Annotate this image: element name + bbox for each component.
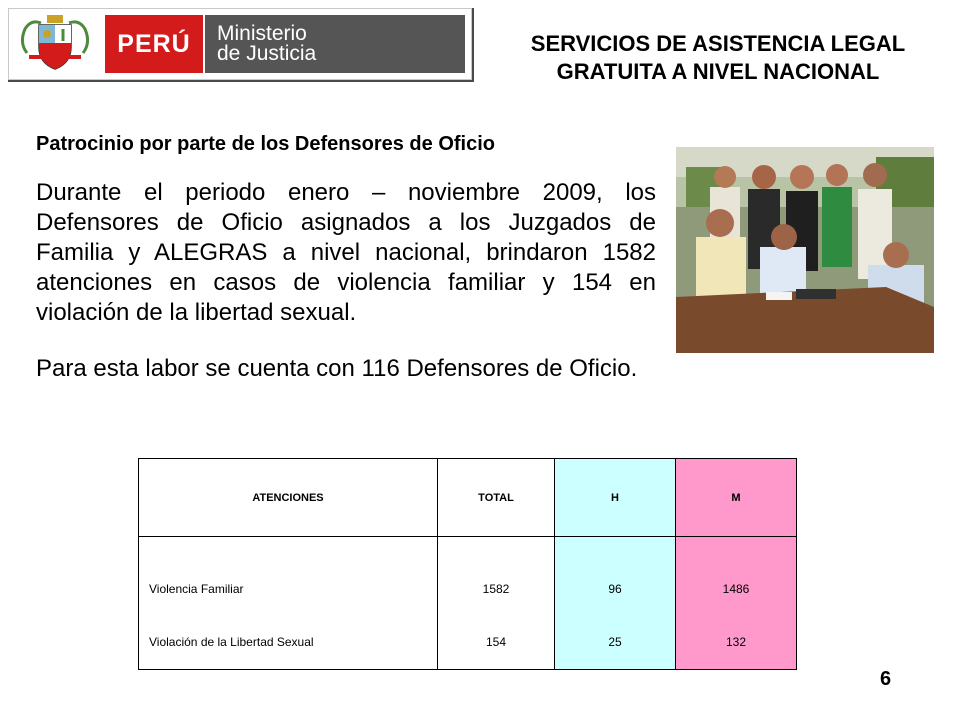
column-header-atenciones: ATENCIONES [139, 459, 438, 537]
slide-title-line-1: SERVICIOS DE ASISTENCIA LEGAL [530, 31, 906, 56]
row-1-h: 96 [608, 582, 622, 596]
peru-wordmark: PERÚ [105, 15, 203, 73]
coat-of-arms-icon [19, 13, 91, 75]
row-1-atencion: Violencia Familiar [149, 582, 244, 596]
paragraph-2: Para esta labor se cuenta con 116 Defensores de Oficio. [36, 355, 638, 382]
total-cell [438, 537, 555, 670]
row-2-total: 154 [485, 635, 507, 649]
ministry-line-2: de Justicia [217, 42, 317, 65]
m-cell [676, 537, 797, 670]
attentions-table [138, 458, 797, 670]
slide-title [478, 30, 958, 86]
table-header-row [139, 459, 797, 537]
group-photo [676, 147, 934, 353]
column-header-total: TOTAL [438, 459, 555, 537]
h-cell [555, 537, 676, 670]
row-2-m: 132 [725, 635, 747, 649]
row-2-h: 25 [608, 635, 622, 649]
section-subheading: Patrocinio por parte de los Defensores de Oficio [36, 133, 495, 155]
row-1-m: 1486 [722, 582, 750, 596]
column-header-h: H [555, 459, 676, 537]
paragraph-1: Durante el periodo enero – noviembre 2009, los Defensores de Oficio asignados a los Juzgados de Familia y ALEGRAS a nivel nacional, brindaron 1582 atenciones en casos de violencia familiar y 154 en violación de la libertad sexual. [36, 179, 656, 326]
row-2-atencion: Violación de la Libertad Sexual [149, 635, 314, 649]
ministry-wordmark [205, 15, 465, 73]
table-row [139, 537, 797, 670]
slide-title-line-2: GRATUITA A NIVEL NACIONAL [556, 59, 880, 84]
column-header-m: M [676, 459, 797, 537]
row-1-total: 1582 [482, 582, 510, 596]
group-photo-image [676, 147, 934, 353]
atenciones-cell [139, 537, 438, 670]
page-number: 6 [880, 668, 892, 690]
ministry-line-1: Ministerio [217, 22, 307, 45]
ministry-logo [8, 8, 472, 80]
